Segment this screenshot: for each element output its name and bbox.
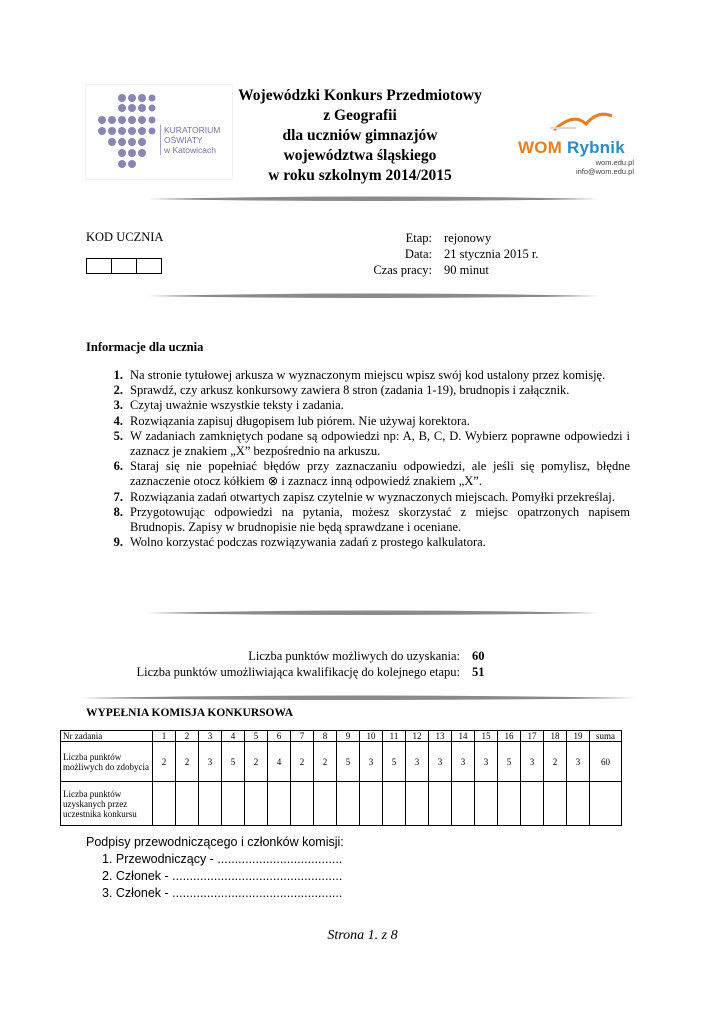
wom-wordmark: WOM Rybnik (518, 138, 625, 157)
wom-rybnik-logo (516, 98, 640, 178)
obtained-points-cell[interactable] (544, 782, 567, 826)
list-item: 7. Rozwiązania zadań otwartych zapisz czytelnie w wyznaczonych miejscach. Pomyłki przekreślaj. (113, 489, 615, 504)
possible-points-cell: 3 (199, 742, 222, 782)
obtained-points-cell[interactable] (475, 782, 498, 826)
obtained-points-cell[interactable] (360, 782, 383, 826)
obtained-points-cell[interactable] (521, 782, 544, 826)
signatures-title: Podpisy przewodniczącego i członków komisji: (86, 835, 344, 849)
wom-url: wom.edu.pl (595, 158, 634, 167)
obtained-points-cell[interactable] (498, 782, 521, 826)
task-number-cell: 3 (199, 731, 222, 742)
wom-email: info@wom.edu.pl (575, 167, 634, 176)
task-number-cell: 13 (429, 731, 452, 742)
task-number-cell: 19 (567, 731, 590, 742)
possible-points-cell: 3 (360, 742, 383, 782)
max-points-value: 60 (472, 649, 485, 663)
exam-meta (360, 230, 538, 278)
task-number-cell: 6 (268, 731, 291, 742)
list-item: 9. Wolno korzystać podczas rozwiązywania zadań z prostego kalkulatora. (113, 535, 486, 550)
task-number-cell: 17 (521, 731, 544, 742)
task-number-cell: suma (590, 731, 622, 742)
kod-box[interactable] (136, 258, 162, 274)
separator-line (148, 195, 598, 203)
contest-title (230, 86, 490, 186)
obtained-points-cell[interactable] (452, 782, 475, 826)
possible-points-cell: 2 (314, 742, 337, 782)
kuratorium-dots-icon (94, 93, 156, 175)
obtained-points-cell[interactable] (153, 782, 176, 826)
possible-points-cell: 2 (176, 742, 199, 782)
separator-line (80, 694, 636, 702)
possible-points-cell: 2 (153, 742, 176, 782)
signature-line[interactable]: 3. Członek - ................................................. (102, 886, 343, 900)
komisja-title: WYPEŁNIA KOMISJA KONKURSOWA (86, 707, 294, 719)
list-item: 6. Staraj się nie popełniać błędów przy zaznaczaniu odpowiedzi, ale jeśli się pomylisz, błędne zaznaczenie otocz kółkiem ⊗ i zaznacz inną odpowiedź znakiem „X”. (113, 459, 630, 489)
max-points-label: Liczba punktów możliwych do uzyskania: (248, 649, 460, 663)
possible-points-cell: 5 (222, 742, 245, 782)
title-line: województwa śląskiego (283, 147, 437, 164)
task-number-cell: 10 (360, 731, 383, 742)
obtained-points-cell[interactable] (199, 782, 222, 826)
possible-points-cell: 5 (337, 742, 360, 782)
task-number-cell: 12 (406, 731, 429, 742)
obtained-points-cell[interactable] (590, 782, 622, 826)
possible-points-cell: 4 (268, 742, 291, 782)
obtained-points-cell[interactable] (383, 782, 406, 826)
obtained-points-cell[interactable] (429, 782, 452, 826)
page-number: Strona 1. z 8 (327, 928, 398, 943)
signature-line[interactable]: 2. Członek - ................................................. (102, 869, 343, 883)
obtained-points-label: Liczba punktów uzyskanych przez uczestnika konkursu (61, 782, 153, 826)
task-number-cell: 14 (452, 731, 475, 742)
meta-value: 21 stycznia 2015 r. (444, 247, 539, 261)
meta-value: rejonowy (444, 231, 492, 245)
possible-points-cell: 2 (291, 742, 314, 782)
score-table (60, 730, 622, 826)
qual-points-value: 51 (472, 665, 485, 679)
task-number-cell: 5 (245, 731, 268, 742)
task-number-cell: 8 (314, 731, 337, 742)
list-item: 5. W zadaniach zamkniętych podane są odpowiedzi np: A, B, C, D. Wybierz poprawne odpowiedzi i zaznacz je znakiem „X” bezpośrednio na arkuszu. (113, 428, 630, 459)
instructions-list (100, 368, 630, 550)
table-row (61, 782, 622, 826)
task-number-cell: 15 (475, 731, 498, 742)
task-number-cell: 7 (291, 731, 314, 742)
meta-value: 90 minut (444, 263, 489, 277)
kod-box[interactable] (86, 258, 112, 274)
obtained-points-cell[interactable] (291, 782, 314, 826)
kod-ucznia-label: KOD UCZNIA (86, 230, 164, 244)
table-row (61, 731, 622, 742)
signatures (86, 834, 344, 902)
list-item: 8. Przygotowując odpowiedzi na pytania, możesz skorzystać z miejsc opatrzonych napisem Brudnopis. Zapisy w brudnopisie nie będą sprawdzane i oceniane. (113, 504, 630, 535)
obtained-points-cell[interactable] (245, 782, 268, 826)
open-book-icon (546, 106, 616, 136)
possible-points-cell: 5 (383, 742, 406, 782)
task-number-cell: 9 (337, 731, 360, 742)
list-item: 2. Sprawdź, czy arkusz konkursowy zawiera 8 stron (zadania 1-19), brudnopis i załącznik. (113, 383, 570, 398)
possible-points-cell: 2 (245, 742, 268, 782)
info-title: Informacje dla ucznia (86, 340, 204, 354)
task-number-cell: 16 (498, 731, 521, 742)
kod-ucznia-boxes[interactable] (86, 258, 161, 274)
possible-points-label: Liczba punktów możliwych do zdobycia (61, 742, 153, 782)
possible-points-cell: 3 (475, 742, 498, 782)
obtained-points-cell[interactable] (176, 782, 199, 826)
obtained-points-cell[interactable] (314, 782, 337, 826)
list-item: 1. Na stronie tytułowej arkusza w wyznaczonym miejscu wpisz swój kod ustalony przez komisję. (113, 368, 606, 382)
qual-points-label: Liczba punktów umożliwiająca kwalifikację do kolejnego etapu: (136, 665, 460, 679)
separator-line (148, 609, 598, 617)
possible-points-cell: 3 (567, 742, 590, 782)
obtained-points-cell[interactable] (567, 782, 590, 826)
obtained-points-cell[interactable] (268, 782, 291, 826)
obtained-points-cell[interactable] (222, 782, 245, 826)
list-item: 4. Rozwiązania zapisuj długopisem lub piórem. Nie używaj korektora. (113, 413, 470, 428)
possible-points-cell: 60 (590, 742, 622, 782)
table-header-label: Nr zadania (61, 731, 153, 742)
kuratorium-logo (85, 84, 233, 180)
task-number-cell: 4 (222, 731, 245, 742)
task-number-cell: 18 (544, 731, 567, 742)
possible-points-cell: 3 (429, 742, 452, 782)
list-item: 3. Czytaj uważnie wszystkie teksty i zadania. (113, 398, 344, 413)
possible-points-cell: 3 (406, 742, 429, 782)
title-line: Wojewódzki Konkurs Przedmiotowy (238, 87, 482, 104)
separator-line (148, 292, 598, 300)
signature-line[interactable]: 1. Przewodniczący - .................................... (102, 852, 343, 866)
title-line: dla uczniów gimnazjów (282, 127, 438, 144)
meta-key: Data: (404, 247, 432, 261)
possible-points-cell: 3 (521, 742, 544, 782)
document-header (80, 82, 650, 192)
title-line: w roku szkolnym 2014/2015 (268, 167, 452, 184)
task-number-cell: 11 (383, 731, 406, 742)
points-summary (80, 648, 490, 680)
kuratorium-label: KURATORIUM OŚWIATY w Katowicach (160, 125, 220, 155)
possible-points-cell: 5 (498, 742, 521, 782)
title-line: z Geografii (323, 107, 397, 124)
meta-key: Czas pracy: (373, 263, 432, 277)
task-number-cell: 2 (176, 731, 199, 742)
table-row (61, 742, 622, 782)
possible-points-cell: 3 (452, 742, 475, 782)
possible-points-cell: 2 (544, 742, 567, 782)
task-number-cell: 1 (153, 731, 176, 742)
obtained-points-cell[interactable] (406, 782, 429, 826)
obtained-points-cell[interactable] (337, 782, 360, 826)
kod-box[interactable] (111, 258, 137, 274)
meta-key: Etap: (405, 231, 432, 245)
